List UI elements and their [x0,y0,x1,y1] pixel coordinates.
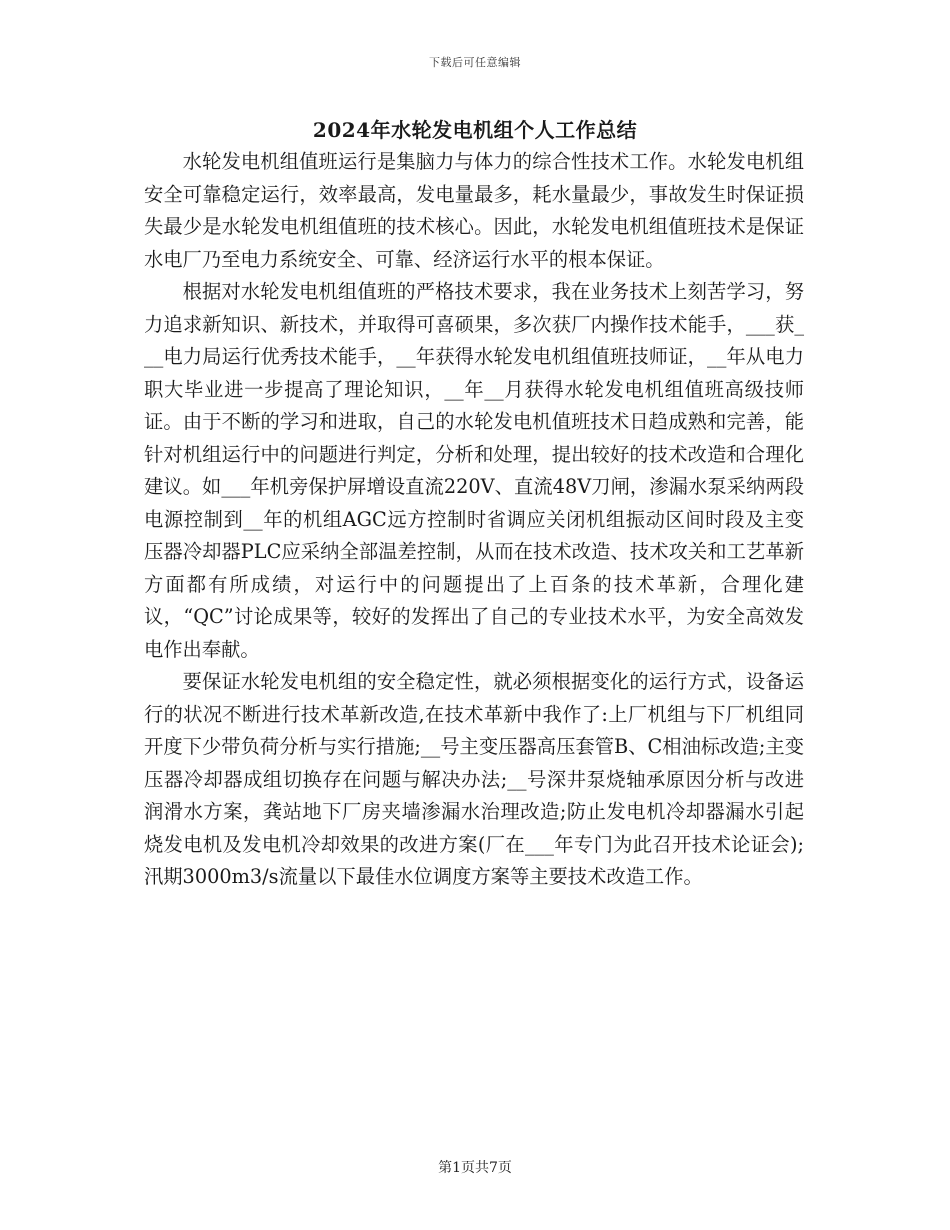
document-body [144,146,804,894]
paragraph-1: 水轮发电机组值班运行是集脑力与体力的综合性技术工作。水轮发电机组安全可靠稳定运行，效率最高，发电量最多，耗水量最少，事故发生时保证损失最少是水轮发电机组值班的技术核心。因此，水轮发电机组值班技术是保证水电厂乃至电力系统安全、可靠、经济运行水平的根本保证。 [144,150,804,271]
document-title: 2024年水轮发电机组个人工作总结 [312,118,638,142]
page-footer: 第1页共7页 [438,1160,512,1176]
paragraph-3: 要保证水轮发电机组的安全稳定性，就必须根据变化的运行方式，设备运行的状况不断进行技术革新改造,在技术革新中我作了:上厂机组与下厂机组同开度下少带负荷分析与实行措施;__号主变压器高压套管B、C相油标改造;主变压器冷却器成组切换存在问题与解决办法;__号深井泵烧轴承原因分析与改进润滑水方案，龚站地下厂房夹墙渗漏水治理改造;防止发电机冷却器漏水引起烧发电机及发电机冷却效果的改进方案(厂在___年专门为此召开技术论证会);汛期3000m3/s流量以下最佳水位调度方案等主要技术改造工作。 [144,670,804,888]
header-note: 下载后可任意编辑 [429,56,521,69]
paragraph-2: 根据对水轮发电机组值班的严格技术要求，我在业务技术上刻苦学习，努力追求新知识、新技术，并取得可喜硕果，多次获厂内操作技术能手，___获___电力局运行优秀技术能手，__年获得水轮发电机组值班技师证，__年从电力职大毕业进一步提高了理论知识，__年__月获得水轮发电机组值班高级技师证。由于不断的学习和进取，自己的水轮发电机值班技术日趋成熟和完善，能针对机组运行中的问题进行判定，分析和处理，提出较好的技术改造和合理化建议。如___年机旁保护屏增设直流220V、直流48V刀闸，渗漏水泵采纳两段电源控制到__年的机组AGC远方控制时省调应关闭机组振动区间时段及主变压器冷却器PLC应采纳全部温差控制，从而在技术改造、技术攻关和工艺革新方面都有所成绩，对运行中的问题提出了上百条的技术革新，合理化建议，“QC”讨论成果等，较好的发挥出了自己的专业技术水平，为安全高效发电作出奉献。 [144,280,804,661]
